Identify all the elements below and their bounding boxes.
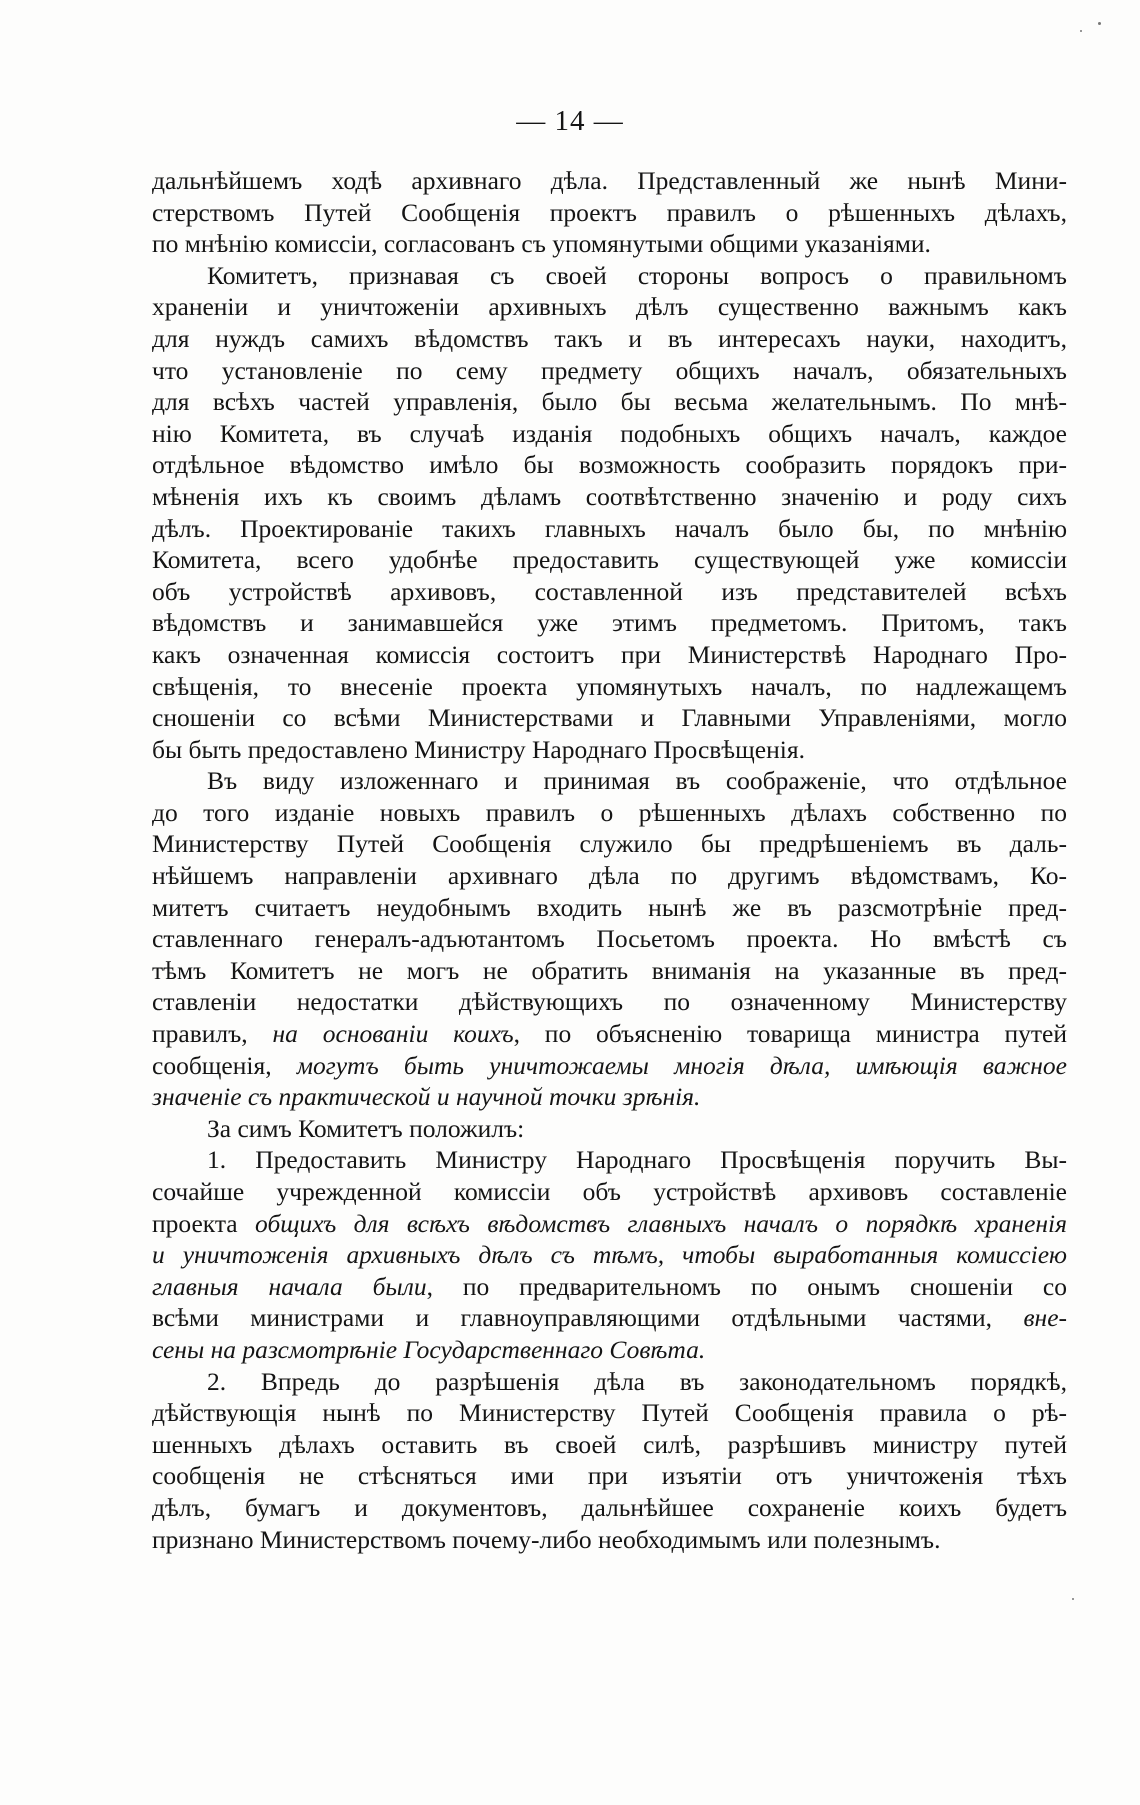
text-line [152,734,1067,766]
text-line [152,386,1067,418]
text-line [152,228,1067,260]
italic-text-segment: вне- [1023,1303,1067,1333]
text-line [152,1334,1067,1366]
text-segment: тѣмъ Комитетъ не могъ не обратить вниманія на указанные въ пред- [152,955,1067,985]
text-line [152,291,1067,323]
text-segment: нѣйшемъ направленіи архивнаго дѣла по другимъ вѣдомствамъ, Ко- [152,861,1067,891]
text-segment: бы быть предоставлено Министру Народнаго Просвѣщенія. [152,734,805,764]
text-segment: стерствомъ Путей Сообщенія проектъ правилъ о рѣшенныхъ дѣлахъ, [152,197,1067,227]
text-line [152,576,1067,608]
text-line [152,639,1067,671]
text-line [152,986,1067,1018]
text-line [152,671,1067,703]
text-line [152,449,1067,481]
text-line [152,1271,1067,1303]
text-segment: всѣми министрами и главноуправляющими отдѣльными частями, [152,1303,1024,1333]
text-line [152,1524,1067,1556]
text-line [152,513,1067,545]
text-segment: мѣненія ихъ къ своимъ дѣламъ соотвѣтственно значенію и роду сихъ [152,481,1067,511]
text-segment: сношеніи со всѣми Министерствами и Главными Управленіями, могло [152,703,1067,733]
text-line [152,765,1067,797]
text-segment: для всѣхъ частей управленія, было бы весьма желательнымъ. По мнѣ- [152,387,1067,417]
text-segment: свѣщенія, то внесеніе проекта упомянутыхъ началъ, по надлежащемъ [152,671,1067,701]
text-segment: 2. Впредь до разрѣшенія дѣла въ законодательномъ порядкѣ, [207,1366,1067,1396]
text-line [152,481,1067,513]
text-line [152,607,1067,639]
text-segment: объ устройствѣ архивовъ, составленной изъ представителей всѣхъ [152,576,1067,606]
text-segment: нію Комитета, въ случаѣ изданія подобныхъ общихъ началъ, каждое [152,418,1067,448]
text-segment: по мнѣнію комиссіи, согласованъ съ упомянутыми общими указаніями. [152,229,931,259]
text-segment: правилъ, [152,1019,273,1049]
text-segment: вѣдомствъ и занимавшейся уже этимъ предметомъ. Притомъ, такъ [152,608,1067,638]
text-segment: Въ виду изложеннаго и принимая въ соображеніе, что отдѣльное [207,766,1067,796]
text-line [152,260,1067,292]
text-line [152,1429,1067,1461]
text-segment: Комитетъ, признавая съ своей стороны вопросъ о правильномъ [207,260,1067,290]
text-line [152,1492,1067,1524]
text-segment: какъ означенная комиссія состоитъ при Министерствѣ Народнаго Про- [152,639,1067,669]
italic-text-segment: общихъ для всѣхъ вѣдомствъ главныхъ началъ о порядкѣ храненія [255,1208,1067,1238]
text-segment: Комитета, всего удобнѣе предоставить существующей уже комиссіи [152,545,1067,575]
text-segment: 1. Предоставить Министру Народнаго Просвѣщенія поручить Вы- [207,1145,1067,1175]
text-line [152,544,1067,576]
text-line [152,1239,1067,1271]
text-line [152,1176,1067,1208]
text-segment: сообщенія, [152,1050,297,1080]
text-line [152,323,1067,355]
text-segment: митетъ считаетъ неудобнымъ входить нынѣ же въ разсмотрѣніе пред- [152,892,1067,922]
text-line [152,1302,1067,1334]
text-segment: ставленнаго генералъ-адъютантомъ Посьетомъ проекта. Но вмѣстѣ съ [152,924,1067,954]
italic-text-segment: сены на разсмотрѣніе Государственнаго Совѣта. [152,1334,706,1364]
text-segment: , по предварительномъ по онымъ сношеніи со [426,1271,1067,1301]
italic-text-segment: могутъ быть уничтожаемы многія дѣла, имѣющія важное [296,1050,1067,1080]
text-segment: сочайше учрежденной комиссіи объ устройствѣ архивовъ составленіе [152,1177,1067,1206]
text-segment: ставленіи недостатки дѣйствующихъ по означенному Министерству [152,987,1067,1017]
text-line [152,1050,1067,1082]
text-line [152,1460,1067,1492]
text-line [152,1144,1067,1176]
text-line [152,1113,1067,1145]
text-line [152,165,1067,197]
text-line [152,418,1067,450]
text-line [152,955,1067,987]
text-line [152,1018,1067,1050]
text-line [152,828,1067,860]
text-segment: дѣлъ. Проектированіе такихъ главныхъ началъ было бы, по мнѣнію [152,513,1067,543]
text-segment: для нуждъ самихъ вѣдомствъ такъ и въ интересахъ науки, находитъ, [152,323,1067,353]
text-line [152,1397,1067,1429]
text-segment: дѣйствующія нынѣ по Министерству Путей Сообщенія правила о рѣ- [152,1398,1067,1428]
text-line [152,197,1067,229]
text-line [152,1366,1067,1398]
text-line [152,892,1067,924]
text-segment: что установленіе по сему предмету общихъ началъ, обязательныхъ [152,355,1067,385]
text-segment: дѣлъ, бумагъ и документовъ, дальнѣйшее сохраненіе коихъ будетъ [152,1492,1067,1522]
text-line [152,923,1067,955]
italic-text-segment: значеніе съ практической и научной точки зрѣнія. [152,1082,701,1112]
text-segment: до того изданіе новыхъ правилъ о рѣшенныхъ дѣлахъ собственно по [152,797,1067,827]
paper-speck [1080,30,1082,32]
italic-text-segment: главныя начала были [152,1271,427,1301]
text-segment: признано Министерствомъ почему-либо необходимымъ или полезнымъ. [152,1524,941,1554]
text-segment: Министерству Путей Сообщенія служило бы предрѣшеніемъ въ даль- [152,829,1067,859]
text-line [152,860,1067,892]
page-number: — 14 — [516,105,624,137]
text-segment: За симъ Комитетъ положилъ: [207,1113,525,1143]
italic-text-segment: на основаніи коихъ [272,1019,514,1049]
text-line [152,1081,1067,1113]
text-segment: , по объясненію товарища министра путей [513,1019,1067,1049]
text-line [152,797,1067,829]
text-segment: храненіи и уничтоженіи архивныхъ дѣлъ существенно важнымъ какъ [152,292,1067,322]
paper-speck [1072,1598,1074,1600]
text-segment: сообщенія не стѣсняться ими при изъятіи отъ уничтоженія тѣхъ [152,1461,1067,1491]
paper-speck [1098,22,1101,25]
text-segment: дальнѣйшемъ ходѣ архивнаго дѣла. Представленный же нынѣ Мини- [152,166,1067,195]
italic-text-segment: и уничтоженія архивныхъ дѣлъ съ тѣмъ, чтобы выработанныя комиссіею [152,1240,1067,1270]
text-segment: отдѣльное вѣдомство имѣло бы возможность сообразить порядокъ при- [152,450,1067,480]
text-line [152,1208,1067,1240]
text-segment: проекта [152,1208,256,1238]
text-line [152,355,1067,387]
text-segment: шенныхъ дѣлахъ оставить въ своей силѣ, разрѣшивъ министру путей [152,1429,1067,1459]
body-text [152,165,1067,1555]
text-line [152,702,1067,734]
